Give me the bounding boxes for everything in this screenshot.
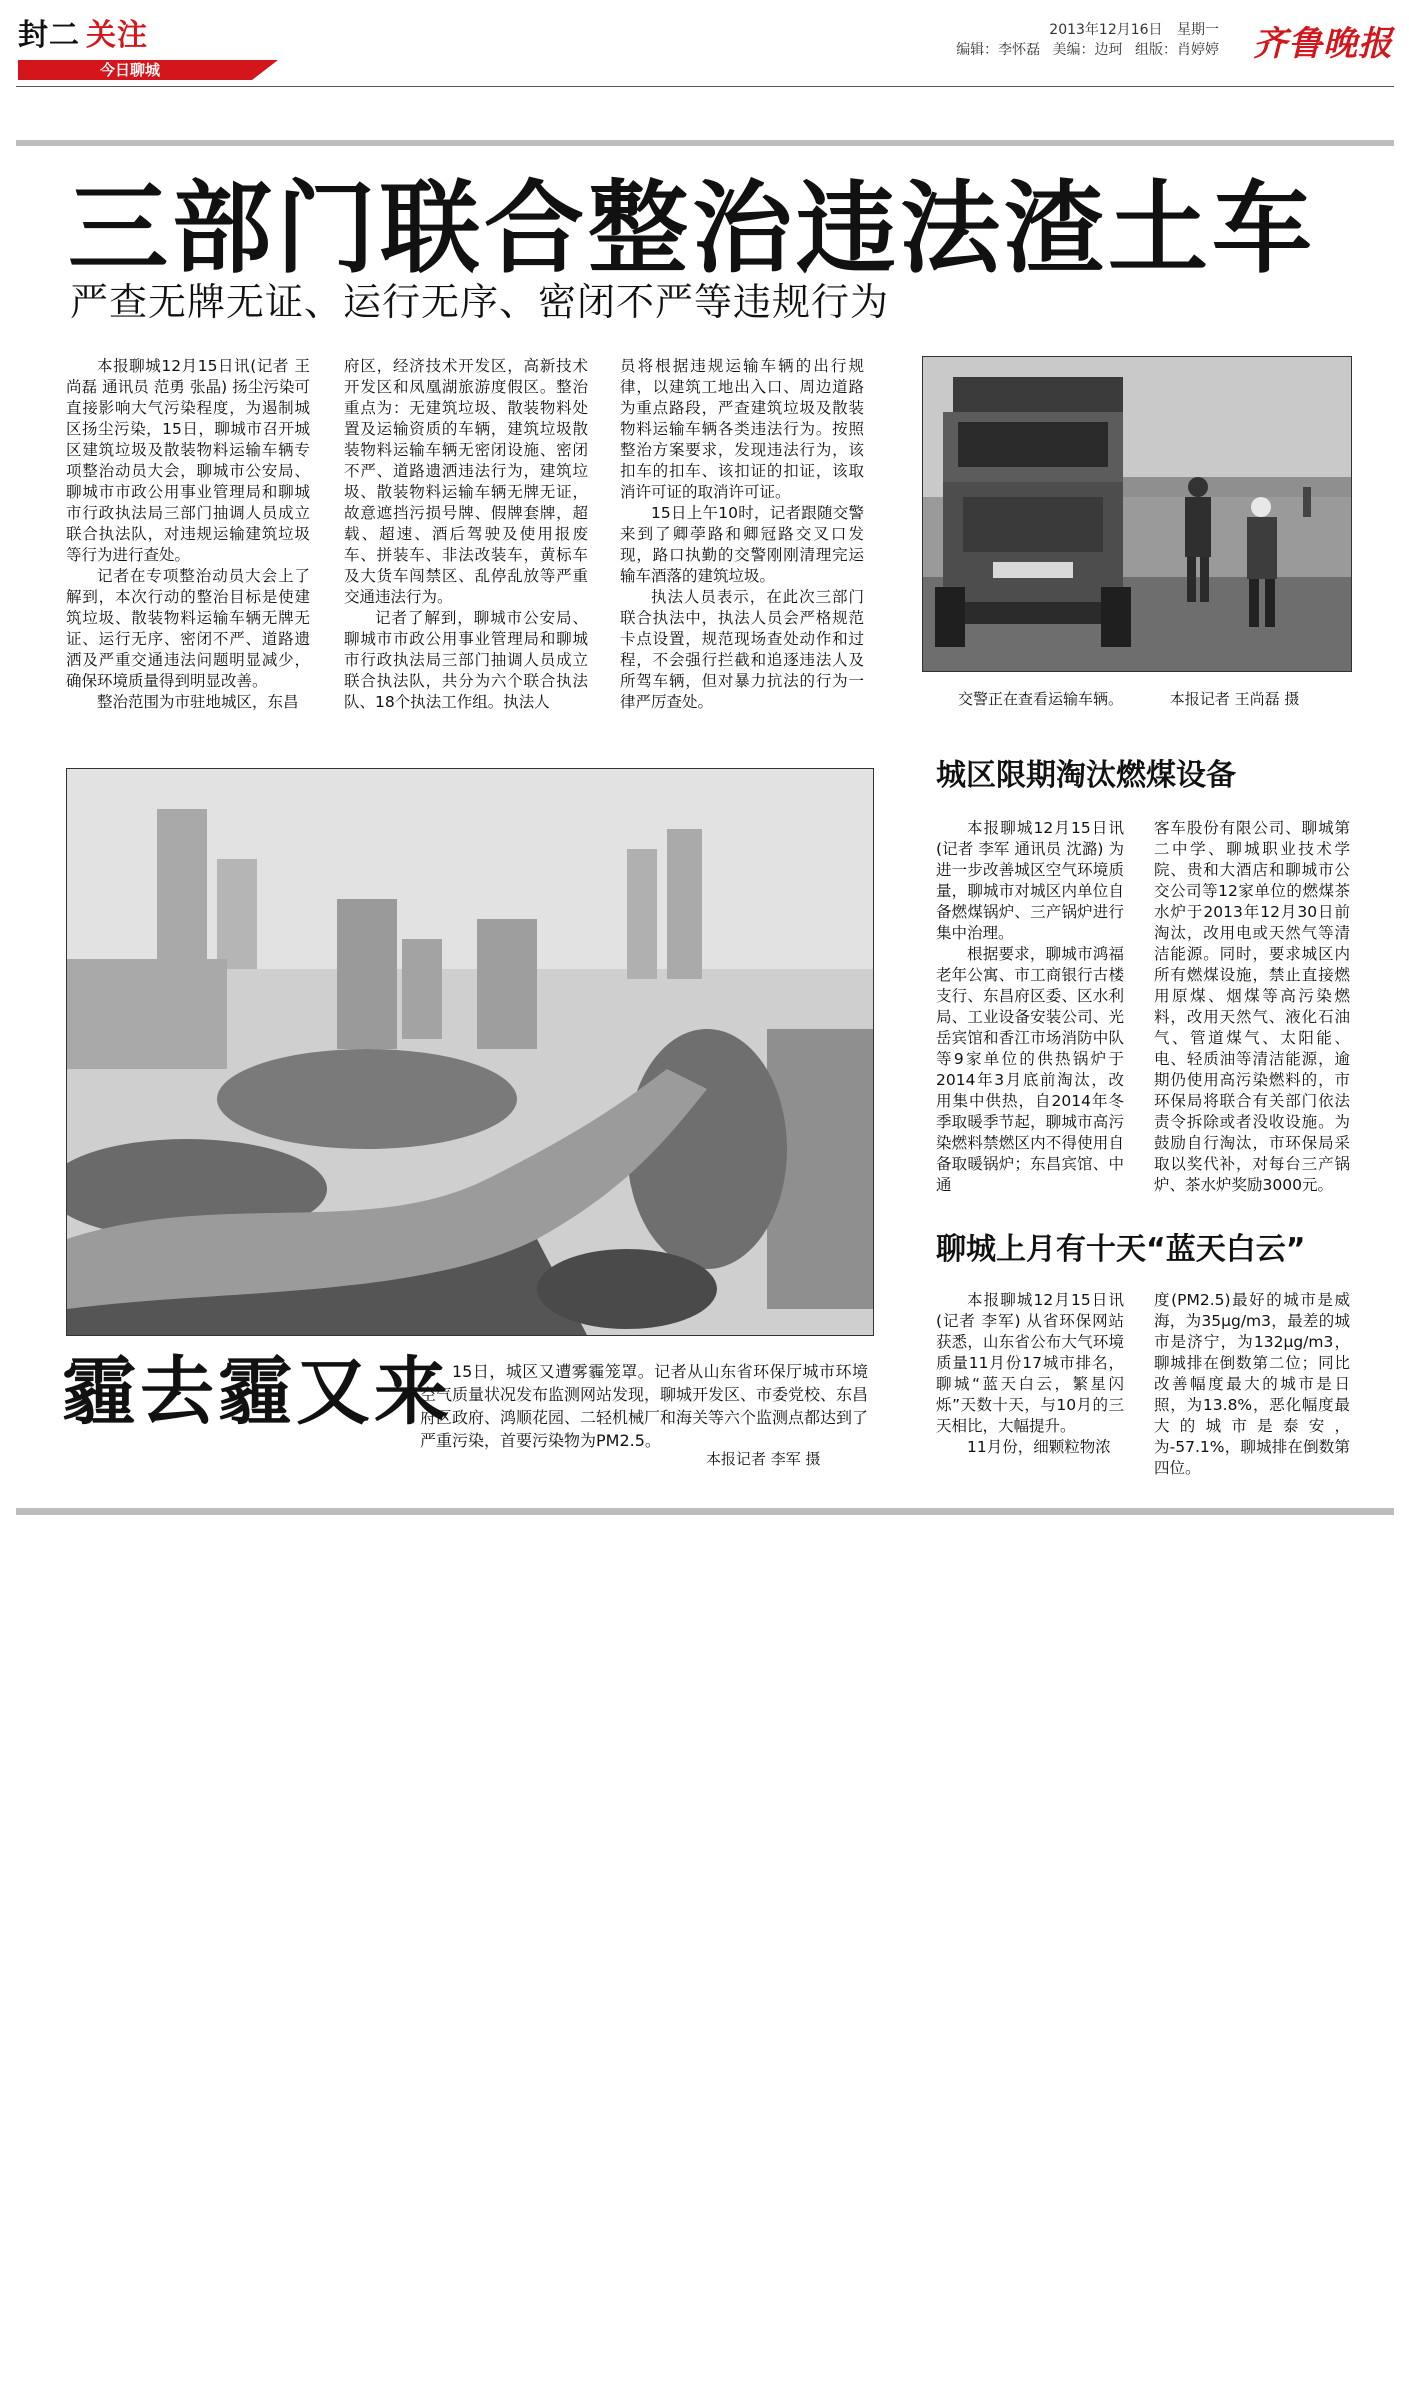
lead-paragraph: 记者在专项整治动员大会上了解到，本次行动的整治目标是使建筑垃圾、散装物料运输车辆无牌无证、运行无序、密闭不严、道路遗洒及严重交通违法问题明显减少，确保环境质量得到明显改善。 <box>66 567 310 690</box>
lead-column-2 <box>344 356 588 713</box>
bluesky-headline: 聊城上月有十天“蓝天白云” <box>936 1232 1306 1267</box>
lead-paragraph: 执法人员表示，在此次三部门联合执法中，执法人员会严格规范卡点设置，规范现场查处动作和过程，不会强行拦截和追逐违法人及所驾车辆，但对暴力抗法的行为一律严厉查处。 <box>620 588 864 711</box>
smog-caption <box>420 1360 868 1452</box>
coal-column-2 <box>1154 818 1350 1196</box>
masthead-logo: 齐鲁晚报 <box>1253 24 1393 64</box>
bottom-divider <box>16 1508 1394 1515</box>
smog-city-photo <box>66 768 874 1336</box>
lead-paragraph: 员将根据违规运输车辆的出行规律，以建筑工地出入口、周边道路为重点路段，严查建筑垃圾及散装物料运输车辆各类违法行为。按照整治方案要求，发现违法行为，该扣车的扣车、该扣证的扣证，该取消许可证的取消许可证。 <box>620 357 864 501</box>
bluesky-paragraph: 度(PM2.5)最好的城市是威海，为35μg/m3，最差的城市是济宁，为132μg/m3，聊城排在倒数第二位；同比改善幅度最大的城市是日照，为13.8%，恶化幅度最大的城市是泰安，为-57.1%，聊城排在倒数第四位。 <box>1154 1291 1350 1477</box>
lead-headline: 三部门联合整治违法渣土车 <box>68 169 1316 287</box>
subsection-name: 今日聊城 <box>100 61 161 79</box>
photo-caption-text: 交警正在查看运输车辆。 <box>958 690 1124 708</box>
bluesky-column-2 <box>1154 1290 1350 1479</box>
coal-paragraph: 本报聊城12月15日讯(记者 李军 通讯员 沈潞) 为进一步改善城区空气环境质量，聊城市对城区内单位自备燃煤锅炉、三产锅炉进行集中治理。 <box>936 819 1124 942</box>
proofreader: 组版：肖婷婷 <box>1135 42 1219 58</box>
lead-paragraph: 本报聊城12月15日讯(记者 王尚磊 通讯员 范勇 张晶) 扬尘污染可直接影响大气污染程度，为遏制城区扬尘污染，15日，聊城市召开城区建筑垃圾及散装物料运输车辆专项整治动员大会，聊城市公安局、聊城市市政公用事业管理局和聊城市行政执法局三部门抽调人员成立联合执法队，对违规运输建筑垃圾等行为进行查处。 <box>66 357 310 564</box>
lead-subhead: 严查无牌无证、运行无序、密闭不严等违规行为 <box>70 280 890 324</box>
header-divider <box>16 86 1394 87</box>
lead-column-1 <box>66 356 310 713</box>
coal-paragraph: 根据要求，聊城市鸿福老年公寓、市工商银行古楼支行、东昌府区委、区水利局、工业设备安装公司、光岳宾馆和香江市场消防中队等9家单位的供热锅炉于2014年3月底前淘汰，改用集中供热，自2014年冬季取暖季节起，聊城市高污染燃料禁燃区内不得使用自备取暖锅炉；东昌宾馆、中通 <box>936 945 1124 1194</box>
lead-paragraph: 记者了解到，聊城市公安局、聊城市市政公用事业管理局和聊城市行政执法局三部门抽调人员成立联合执法队，共分为六个联合执法队、18个执法工作组。执法人 <box>344 609 588 711</box>
coal-column-1 <box>936 818 1124 1196</box>
page-section-label <box>18 18 148 54</box>
art-editor: 美编：边珂 <box>1052 42 1123 58</box>
lead-paragraph: 府区，经济技术开发区，高新技术开发区和凤凰湖旅游度假区。整治重点为：无建筑垃圾、散装物料处置及运输资质的车辆，建筑垃圾散装物料运输车辆无密闭设施、密闭不严、道路遗洒违法行为，建筑垃圾、散装物料运输车辆无牌无证，故意遮挡污损号牌、假牌套牌，超载、超速、酒后驾驶及使用报废车、拼装车、非法改装车，黄标车及大货车闯禁区、乱停乱放等严重交通违法行为。 <box>344 357 588 606</box>
issue-date-line <box>1049 20 1219 40</box>
smog-title: 霾去霾又来 <box>62 1349 452 1435</box>
lead-paragraph: 15日上午10时，记者跟随交警来到了卿荸路和卿冠路交叉口发现，路口执勤的交警刚刚清理完运输车酒落的建筑垃圾。 <box>620 504 864 585</box>
section-name: 关注 <box>86 18 148 53</box>
smog-caption-text: 15日，城区又遭雾霾笼罩。记者从山东省环保厅城市环境空气质量状况发布监测网站发现，聊城开发区、市委党校、东昌府区政府、鸿顺花园、二轻机械厂和海关等六个监测点都达到了严重污染，首要污染物为PM2.5。 <box>420 1362 869 1450</box>
smog-photo-credit: 本报记者 李军 摄 <box>706 1450 821 1468</box>
issue-weekday: 星期一 <box>1177 22 1219 38</box>
bluesky-column-1 <box>936 1290 1124 1458</box>
truck-inspection-photo <box>922 356 1352 672</box>
coal-paragraph: 客车股份有限公司、聊城第二中学、聊城职业技术学院、贵和大酒店和聊城市公交公司等12家单位的燃煤茶水炉于2013年12月30日前淘汰，改用电或天然气等清洁能源。同时，要求城区内所有燃煤设施，禁止直接燃用原煤、烟煤等高污染燃料，改用天然气、液化石油气、管道煤气、太阳能、电、轻质油等清洁能源，逾期仍使用高污染燃料的，市环保局将联合有关部门依法责令拆除或者没收设施。为鼓励自行淘汰，市环保局采取以奖代补，对每台三产锅炉、茶水炉奖励3000元。 <box>1154 819 1350 1194</box>
truck-photo-caption <box>958 688 1299 710</box>
page-label: 封二 <box>18 18 80 53</box>
photo-credit: 本报记者 王尚磊 摄 <box>1169 690 1300 708</box>
header-gray-band <box>16 140 1394 146</box>
lead-column-3 <box>620 356 864 713</box>
editors-line <box>948 40 1219 60</box>
coal-headline: 城区限期淘汰燃煤设备 <box>936 758 1236 793</box>
bluesky-paragraph: 本报聊城12月15日讯(记者 李军) 从省环保网站获悉，山东省公布大气环境质量11月份17城市排名，聊城“蓝天白云，繁星闪烁”天数十天，与10月的三天相比，大幅提升。 <box>936 1291 1124 1435</box>
lead-paragraph: 整治范围为市驻地城区，东昌 <box>97 693 299 711</box>
bluesky-paragraph: 11月份，细颗粒物浓 <box>967 1438 1111 1456</box>
editor: 编辑：李怀磊 <box>956 42 1041 58</box>
issue-date: 2013年12月16日 <box>1049 22 1163 38</box>
